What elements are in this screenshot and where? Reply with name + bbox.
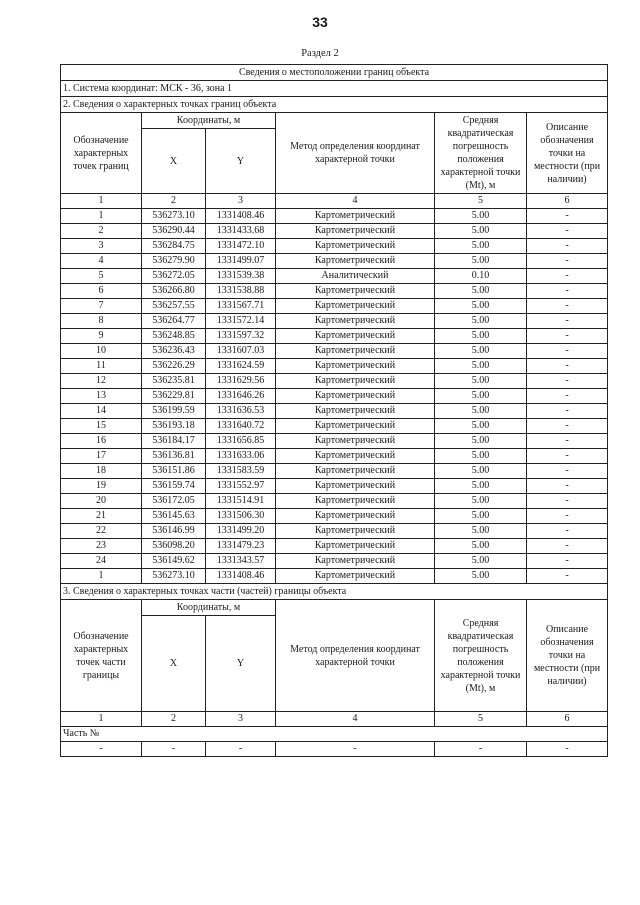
y-coord-cell: 1331552.97	[206, 479, 276, 494]
table-row	[61, 209, 608, 224]
point-id-cell: 18	[61, 464, 142, 479]
point-id-cell: 3	[61, 239, 142, 254]
point-id-cell: 11	[61, 359, 142, 374]
x-coord-cell: 536284.75	[142, 239, 206, 254]
y-coord-cell: 1331479.23	[206, 539, 276, 554]
error-cell: 5.00	[435, 569, 527, 584]
header-y: Y	[206, 129, 276, 194]
x-coord-cell: 536273.10	[142, 209, 206, 224]
point-id-cell: 22	[61, 524, 142, 539]
header-error: Средняя квадратическая погрешность положения характерной точки (Mt), м	[435, 113, 527, 194]
x-coord-cell: 536272.05	[142, 269, 206, 284]
table-row	[61, 494, 608, 509]
error-cell: 5.00	[435, 329, 527, 344]
description-cell: -	[527, 494, 608, 509]
point-id-cell: 24	[61, 554, 142, 569]
empty-cell: -	[527, 742, 608, 757]
table-title: Сведения о местоположении границ объекта	[61, 65, 608, 81]
empty-cell: -	[276, 742, 435, 757]
empty-cell: -	[142, 742, 206, 757]
method-cell: Картометрический	[276, 434, 435, 449]
header-designation: Обозначение характерных точек части границы	[61, 600, 142, 712]
method-cell: Картометрический	[276, 389, 435, 404]
point-id-cell: 1	[61, 569, 142, 584]
error-cell: 5.00	[435, 299, 527, 314]
header-description: Описание обозначения точки на местности (при наличии)	[527, 600, 608, 712]
y-coord-cell: 1331408.46	[206, 209, 276, 224]
error-cell: 5.00	[435, 539, 527, 554]
part-number-label: Часть №	[61, 727, 608, 742]
x-coord-cell: 536193.18	[142, 419, 206, 434]
error-cell: 5.00	[435, 209, 527, 224]
point-id-cell: 15	[61, 419, 142, 434]
method-cell: Картометрический	[276, 524, 435, 539]
description-cell: -	[527, 299, 608, 314]
method-cell: Картометрический	[276, 239, 435, 254]
method-cell: Картометрический	[276, 494, 435, 509]
table-row	[61, 389, 608, 404]
table-row	[61, 524, 608, 539]
x-coord-cell: 536151.86	[142, 464, 206, 479]
table-row	[61, 539, 608, 554]
y-coord-cell: 1331597.32	[206, 329, 276, 344]
part2-title: 2. Сведения о характерных точках границ объекта	[61, 97, 608, 113]
part3-title: 3. Сведения о характерных точках части (частей) границы объекта	[61, 584, 608, 600]
point-id-cell: 20	[61, 494, 142, 509]
description-cell: -	[527, 509, 608, 524]
col-number: 4	[276, 194, 435, 209]
table-row	[61, 254, 608, 269]
point-id-cell: 2	[61, 224, 142, 239]
method-cell: Картометрический	[276, 299, 435, 314]
x-coord-cell: 536235.81	[142, 374, 206, 389]
y-coord-cell: 1331646.26	[206, 389, 276, 404]
error-cell: 5.00	[435, 374, 527, 389]
table-row	[61, 284, 608, 299]
y-coord-cell: 1331538.88	[206, 284, 276, 299]
error-cell: 5.00	[435, 254, 527, 269]
method-cell: Картометрический	[276, 344, 435, 359]
x-coord-cell: 536226.29	[142, 359, 206, 374]
point-id-cell: 9	[61, 329, 142, 344]
description-cell: -	[527, 224, 608, 239]
description-cell: -	[527, 209, 608, 224]
table-row	[61, 224, 608, 239]
description-cell: -	[527, 419, 608, 434]
col-number: 1	[61, 712, 142, 727]
method-cell: Картометрический	[276, 224, 435, 239]
point-id-cell: 19	[61, 479, 142, 494]
description-cell: -	[527, 374, 608, 389]
description-cell: -	[527, 404, 608, 419]
header-coords: Координаты, м	[142, 113, 276, 129]
error-cell: 5.00	[435, 344, 527, 359]
empty-cell: -	[435, 742, 527, 757]
x-coord-cell: 536266.80	[142, 284, 206, 299]
header-coords: Координаты, м	[142, 600, 276, 616]
y-coord-cell: 1331499.20	[206, 524, 276, 539]
point-id-cell: 12	[61, 374, 142, 389]
point-id-cell: 7	[61, 299, 142, 314]
method-cell: Картометрический	[276, 464, 435, 479]
x-coord-cell: 536236.43	[142, 344, 206, 359]
y-coord-cell: 1331408.46	[206, 569, 276, 584]
x-coord-cell: 536145.63	[142, 509, 206, 524]
table-row	[61, 239, 608, 254]
error-cell: 5.00	[435, 419, 527, 434]
y-coord-cell: 1331656.85	[206, 434, 276, 449]
point-id-cell: 13	[61, 389, 142, 404]
table-row	[61, 419, 608, 434]
x-coord-cell: 536264.77	[142, 314, 206, 329]
table-row	[61, 479, 608, 494]
x-coord-cell: 536136.81	[142, 449, 206, 464]
error-cell: 5.00	[435, 479, 527, 494]
error-cell: 5.00	[435, 389, 527, 404]
table-row	[61, 554, 608, 569]
col-number: 4	[276, 712, 435, 727]
table-row	[61, 449, 608, 464]
method-cell: Картометрический	[276, 254, 435, 269]
error-cell: 5.00	[435, 554, 527, 569]
description-cell: -	[527, 269, 608, 284]
point-id-cell: 21	[61, 509, 142, 524]
col-number: 2	[142, 194, 206, 209]
table-row	[61, 329, 608, 344]
point-id-cell: 23	[61, 539, 142, 554]
x-coord-cell: 536098.20	[142, 539, 206, 554]
description-cell: -	[527, 479, 608, 494]
x-coord-cell: 536149.62	[142, 554, 206, 569]
description-cell: -	[527, 359, 608, 374]
y-coord-cell: 1331636.53	[206, 404, 276, 419]
error-cell: 5.00	[435, 314, 527, 329]
description-cell: -	[527, 389, 608, 404]
section-label: Раздел 2	[301, 48, 339, 59]
y-coord-cell: 1331499.07	[206, 254, 276, 269]
col-number: 2	[142, 712, 206, 727]
table-row	[61, 269, 608, 284]
empty-cell: -	[61, 742, 142, 757]
table-row	[61, 569, 608, 584]
method-cell: Картометрический	[276, 419, 435, 434]
x-coord-cell: 536199.59	[142, 404, 206, 419]
description-cell: -	[527, 434, 608, 449]
point-id-cell: 5	[61, 269, 142, 284]
table-row	[61, 359, 608, 374]
description-cell: -	[527, 539, 608, 554]
table-row	[61, 434, 608, 449]
col-number: 6	[527, 712, 608, 727]
description-cell: -	[527, 329, 608, 344]
boundary-table	[60, 64, 608, 757]
error-cell: 5.00	[435, 449, 527, 464]
header-x: X	[142, 129, 206, 194]
method-cell: Картометрический	[276, 539, 435, 554]
header-y: Y	[206, 616, 276, 712]
x-coord-cell: 536184.17	[142, 434, 206, 449]
coord-system: 1. Система координат: МСК - 36, зона 1	[61, 81, 608, 97]
y-coord-cell: 1331629.56	[206, 374, 276, 389]
description-cell: -	[527, 239, 608, 254]
y-coord-cell: 1331539.38	[206, 269, 276, 284]
error-cell: 5.00	[435, 359, 527, 374]
y-coord-cell: 1331633.06	[206, 449, 276, 464]
x-coord-cell: 536248.85	[142, 329, 206, 344]
method-cell: Картометрический	[276, 449, 435, 464]
col-number: 6	[527, 194, 608, 209]
y-coord-cell: 1331433.68	[206, 224, 276, 239]
header-x: X	[142, 616, 206, 712]
col-number: 1	[61, 194, 142, 209]
error-cell: 5.00	[435, 239, 527, 254]
point-id-cell: 10	[61, 344, 142, 359]
error-cell: 5.00	[435, 524, 527, 539]
table-row	[61, 404, 608, 419]
empty-cell: -	[206, 742, 276, 757]
point-id-cell: 1	[61, 209, 142, 224]
y-coord-cell: 1331472.10	[206, 239, 276, 254]
header-method: Метод определения координат характерной точки	[276, 600, 435, 712]
method-cell: Картометрический	[276, 209, 435, 224]
table-row	[61, 509, 608, 524]
method-cell: Картометрический	[276, 404, 435, 419]
error-cell: 5.00	[435, 284, 527, 299]
x-coord-cell: 536257.55	[142, 299, 206, 314]
error-cell: 5.00	[435, 224, 527, 239]
method-cell: Картометрический	[276, 509, 435, 524]
x-coord-cell: 536172.05	[142, 494, 206, 509]
error-cell: 5.00	[435, 509, 527, 524]
x-coord-cell: 536279.90	[142, 254, 206, 269]
description-cell: -	[527, 569, 608, 584]
y-coord-cell: 1331607.03	[206, 344, 276, 359]
method-cell: Картометрический	[276, 569, 435, 584]
y-coord-cell: 1331583.59	[206, 464, 276, 479]
point-id-cell: 17	[61, 449, 142, 464]
description-cell: -	[527, 254, 608, 269]
method-cell: Картометрический	[276, 479, 435, 494]
description-cell: -	[527, 344, 608, 359]
table-row	[61, 314, 608, 329]
y-coord-cell: 1331514.91	[206, 494, 276, 509]
header-error: Средняя квадратическая погрешность положения характерной точки (Mt), м	[435, 600, 527, 712]
x-coord-cell: 536273.10	[142, 569, 206, 584]
method-cell: Картометрический	[276, 359, 435, 374]
y-coord-cell: 1331567.71	[206, 299, 276, 314]
header-designation: Обозначение характерных точек границ	[61, 113, 142, 194]
description-cell: -	[527, 554, 608, 569]
col-number: 3	[206, 194, 276, 209]
x-coord-cell: 536290.44	[142, 224, 206, 239]
col-number: 5	[435, 712, 527, 727]
y-coord-cell: 1331572.14	[206, 314, 276, 329]
header-description: Описание обозначения точки на местности (при наличии)	[527, 113, 608, 194]
col-number: 5	[435, 194, 527, 209]
point-id-cell: 16	[61, 434, 142, 449]
y-coord-cell: 1331343.57	[206, 554, 276, 569]
point-id-cell: 4	[61, 254, 142, 269]
x-coord-cell: 536229.81	[142, 389, 206, 404]
description-cell: -	[527, 314, 608, 329]
y-coord-cell: 1331506.30	[206, 509, 276, 524]
method-cell: Картометрический	[276, 314, 435, 329]
description-cell: -	[527, 284, 608, 299]
col-number: 3	[206, 712, 276, 727]
y-coord-cell: 1331640.72	[206, 419, 276, 434]
table-row	[61, 299, 608, 314]
page-number: 33	[312, 14, 328, 30]
method-cell: Картометрический	[276, 554, 435, 569]
method-cell: Картометрический	[276, 329, 435, 344]
y-coord-cell: 1331624.59	[206, 359, 276, 374]
point-id-cell: 8	[61, 314, 142, 329]
x-coord-cell: 536146.99	[142, 524, 206, 539]
description-cell: -	[527, 464, 608, 479]
header-method: Метод определения координат характерной точки	[276, 113, 435, 194]
method-cell: Аналитический	[276, 269, 435, 284]
error-cell: 0.10	[435, 269, 527, 284]
error-cell: 5.00	[435, 434, 527, 449]
table-row	[61, 344, 608, 359]
point-id-cell: 14	[61, 404, 142, 419]
error-cell: 5.00	[435, 464, 527, 479]
description-cell: -	[527, 524, 608, 539]
x-coord-cell: 536159.74	[142, 479, 206, 494]
method-cell: Картометрический	[276, 284, 435, 299]
table-row	[61, 374, 608, 389]
table-row	[61, 464, 608, 479]
method-cell: Картометрический	[276, 374, 435, 389]
error-cell: 5.00	[435, 404, 527, 419]
error-cell: 5.00	[435, 494, 527, 509]
description-cell: -	[527, 449, 608, 464]
point-id-cell: 6	[61, 284, 142, 299]
